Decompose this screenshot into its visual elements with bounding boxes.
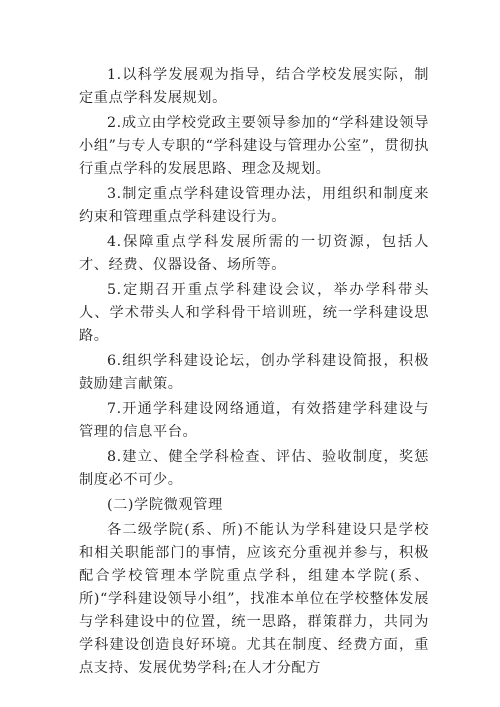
list-item-4: 4.保障重点学科发展所需的一切资源，包括人才、经费、仪器设备、场所等。	[79, 234, 429, 273]
list-item-8: 8.建立、健全学科检查、评估、验收制度，奖惩制度必不可少。	[79, 449, 429, 488]
section-paragraph: 各二级学院(系、所)不能认为学科建设只是学校和相关职能部门的事情，应该充分重视并参与，积极配合学校管理本学院重点学科，组建本学院(系、所)“学科建设领导小组”，找准本单位在学校整体发展与学科建设中的位置，统一思路，群策群力，共同为学科建设创造良好环境。尤其在制度、经费方面，重点支持、发展优势学科;在人才分配方	[79, 522, 429, 676]
list-item-1: 1.以科学发展观为指导，结合学校发展实际，制定重点学科发展规划。	[79, 67, 429, 106]
list-item-2: 2.成立由学校党政主要领导参加的“学科建设领导小组”与专人专职的“学科建设与管理办公室”，贯彻执行重点学科的发展思路、理念及规划。	[79, 115, 429, 177]
list-item-7: 7.开通学科建设网络通道，有效搭建学科建设与管理的信息平台。	[79, 401, 429, 440]
list-item-5: 5.定期召开重点学科建设会议，举办学科带头人、学术带头人和学科骨干培训班，统一学科建设思路。	[79, 282, 429, 344]
section-heading: (二)学院微观管理	[107, 497, 223, 513]
document-body	[79, 64, 429, 682]
list-item-3: 3.制定重点学科建设管理办法，用组织和制度来约束和管理重点学科建设行为。	[79, 186, 429, 225]
list-item-6: 6.组织学科建设论坛，创办学科建设简报，积极鼓励建言献策。	[79, 353, 429, 392]
